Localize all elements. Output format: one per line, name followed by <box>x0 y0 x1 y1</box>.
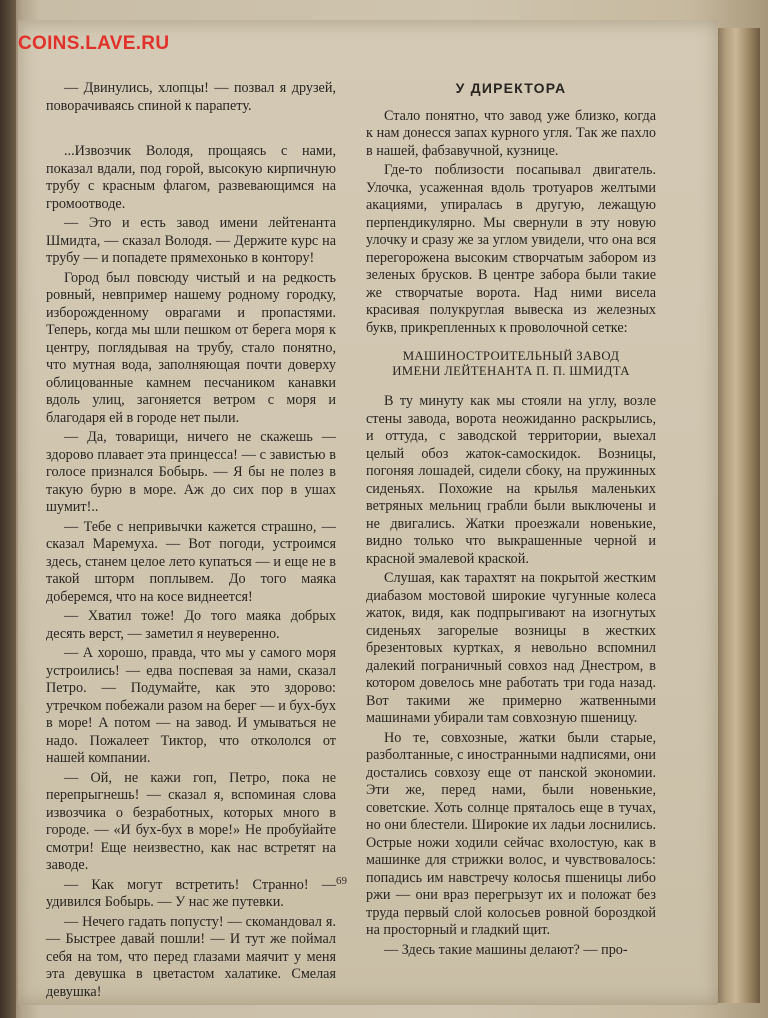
paragraph: — Здесь такие машины делают? — про- <box>384 941 628 958</box>
page-number: 69 <box>336 875 347 887</box>
sign-line: МАШИНОСТРОИТЕЛЬНЫЙ ЗАВОД <box>402 349 620 363</box>
watermark: COINS.LAVE.RU <box>18 33 170 54</box>
chapter-heading: У ДИРЕКТОРА <box>455 80 567 96</box>
paragraph: — Тебе с непривычки кажется страшно, — сказал Маремуха. — Вот погоди, устроимся здесь, станем целое лето купаться — и еще не в такой шторм поплывем. До того маяка доберемся, что на косе виднеется! <box>46 518 336 605</box>
paragraph: — Двинулись, хлопцы! — позвал я друзей, поворачиваясь спиной к парапету. <box>46 80 336 114</box>
sign-line: ИМЕНИ ЛЕЙТЕНАНТА П. П. ШМИДТА <box>392 364 630 378</box>
paragraph: — Это и есть завод имени лейтенанта Шмидта, — сказал Володя. — Держите курс на трубу — и попадете прямехонько в контору! <box>46 215 336 266</box>
factory-sign-text <box>366 349 656 379</box>
paragraph: Стало понятно, что завод уже близко, когда к нам донесся запах курного угля. Так же пахло в нашей, фабзавучной, кузнице. <box>366 107 656 159</box>
paragraph: Слушая, как тарахтят на покрытой жестким диабазом мостовой широкие чугунные колеса жаток, видя, как подпрыгивают на изогнутых сиденьях загорелые возницы в жестких брезентовых куртках, я невольно вспомнил далекий пограничный совхоз над Днестром, в котором довелось мне работать три года назад. Вот такими же примерно жатвенными машинами убирали там совхозную пшеницу. <box>366 570 656 726</box>
paragraph: — А хорошо, правда, что мы у самого моря устроились! — едва поспевая за нами, сказал Петро. — Подумайте, как это здорово: утречком побежали разом на берег — и бух-бух в море! А потом — на завод. И умываться не надо. Пожалеет Тиктор, что откололся от нашей компании. <box>46 645 336 766</box>
left-column <box>46 80 336 1003</box>
paragraph: — Да, товарищи, ничего не скажешь — здорово плавает эта принцесса! — с завистью в голосе признался Бобырь. — Я бы не полез в такую бурю в море. Аж до сих пор в ушах шумит!.. <box>46 429 336 515</box>
book-spine-shadow <box>0 0 16 1018</box>
paragraph: В ту минуту как мы стояли на углу, возле стены завода, ворота неожиданно раскрылись, и оттуда, с заводской территории, выехал целый обоз жаток-самоскидок. Возницы, погоняя лошадей, сидели сбоку, на пружинных сиденьях. Похожие на крылья маленьких ветряных мельниц грабли были выключены и не двигались. Жатки проезжали новенькие, видно только что выкрашенные черной и красной эмалевой краской. <box>366 393 656 567</box>
page-edges <box>718 28 760 1003</box>
paragraph: ...Извозчик Володя, прощаясь с нами, показал вдали, под горой, высокую кирпичную трубу с красным флагом, развевающимся на громоотводе. <box>46 143 336 212</box>
paragraph: — Как могут встретить! Странно! — удивился Бобырь. — У нас же путевки. <box>46 876 336 910</box>
paragraph: Где-то поблизости посапывал двигатель. Улочка, усаженная вдоль тротуаров желтыми акациями, упиралась в другую, лежащую перпендикулярно. Мы свернули в эту новую улочку и сразу же за углом увидели, что она вся перегорожена высоким створчатым забором из зеленых брусков. В центре забора были такие же створчатые ворота. Над ними висела красивая полукруглая вывеска из железных букв, прикрепленных к проволочной сетке: <box>366 162 656 336</box>
paragraph: Город был повсюду чистый и на редкость ровный, невпример нашему родному городку, изборожденному оврагами и пропастями. Теперь, когда мы шли пешком от берега моря к центру, поглядывая на трубу, стало понятно, что мутная вода, заполняющая почти доверху облицованные камнем песчаником канавки вдоль улиц, загоняется ветром с моря и благодаря ей в городе нет пыли. <box>46 269 336 426</box>
paragraph: Но те, совхозные, жатки были старые, разболтанные, с иностранными надписями, они достались совхозу еще от панской экономии. Эти же, перед нами, были новенькие, советские. Хоть солнце пряталось еще в тучах, но они блестели. Широкие их ладьи лоснились. Острые ножи ходили сейчас вхолостую, как в машинке для стрижки волос, и чувствовалось: попадись им навстречу колосья пшеницы либо ржи — они враз перегрызут их и положат без труда первый слой колосьев ровной бороздкой на просторный и гладкий щит. <box>366 729 656 938</box>
paragraph: — Хватил тоже! До того маяка добрых десять верст, — заметил я неуверенно. <box>46 608 336 642</box>
right-column <box>366 80 656 961</box>
paragraph: — Нечего гадать попусту! — скомандовал я. — Быстрее давай пошли! — И тут же поймал себя на том, что перед глазами маячит у меня эта девушка в цветастом халатике. Смелая девушка! <box>46 913 336 1000</box>
paragraph: — Ой, не кажи гоп, Петро, пока не перепрыгнешь! — сказал я, вспоминая слова извозчика о безработных, которых много в городе. — «И бух-бух в море!» Не пробуйайте смотри! Еще неизвестно, как нас встретят на заводе. <box>46 769 336 873</box>
